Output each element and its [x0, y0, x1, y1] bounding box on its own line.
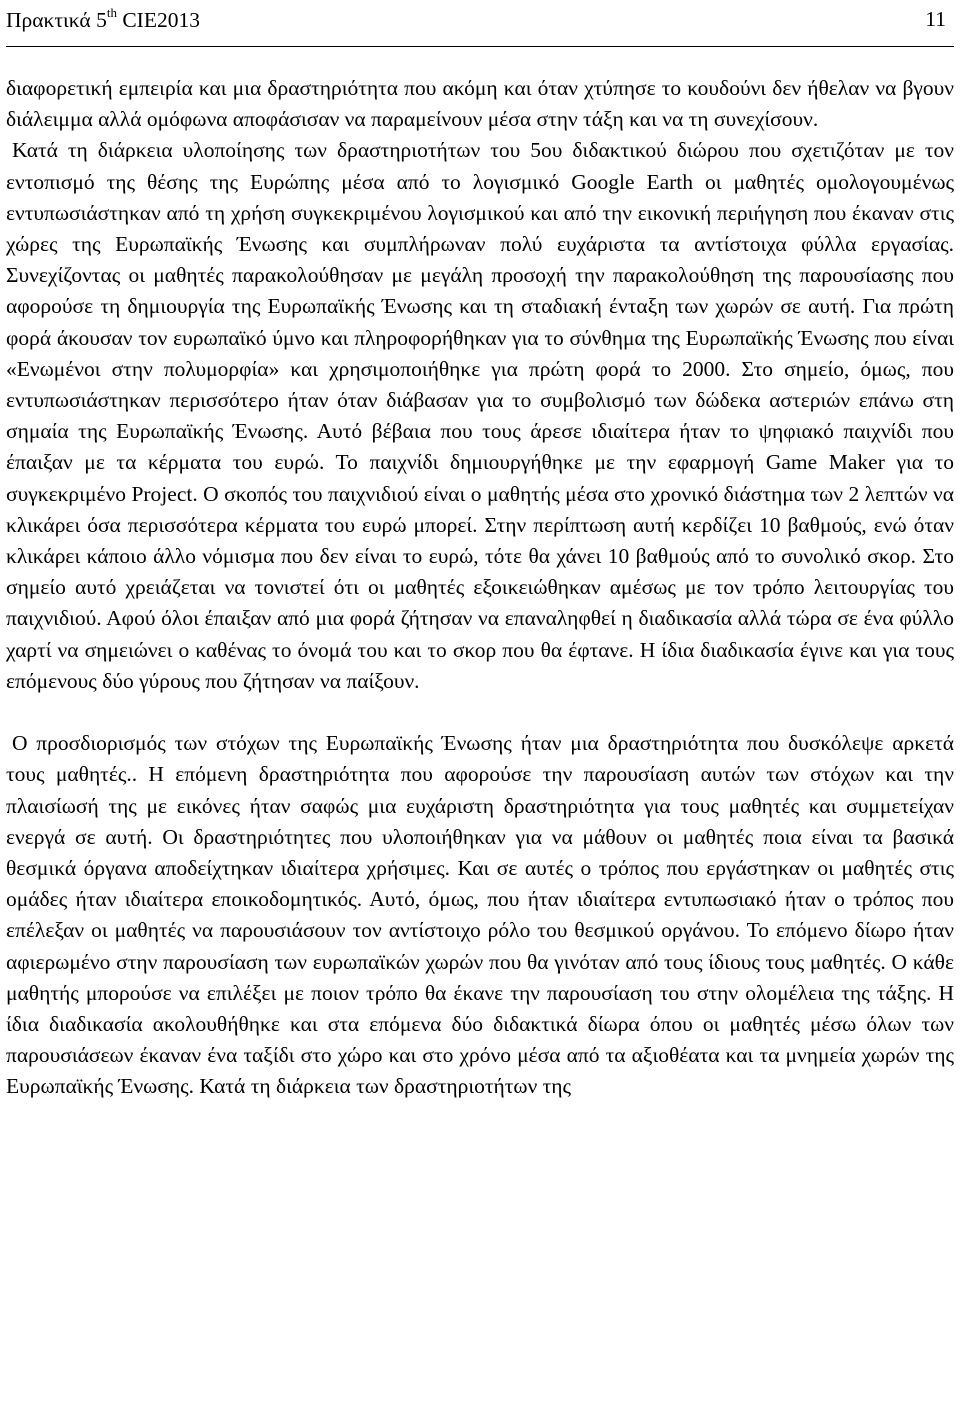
paragraph-1: διαφορετική εμπειρία και μια δραστηριότητα που ακόμη και όταν χτύπησε το κουδούνι δεν ήθελαν να βγουν διάλειμμα αλλά ομόφωνα αποφάσισαν να παραμείνουν μέσα στην τάξη και να τη συνεχίσουν.: [6, 76, 954, 132]
header-title-prefix: Πρακτικά 5: [6, 8, 107, 33]
header-title-sup: th: [106, 5, 117, 20]
header-title: [6, 7, 200, 33]
page-header: [6, 0, 954, 47]
paragraph-2: Κατά τη διάρκεια υλοποίησης των δραστηριοτήτων του 5ου διδακτικού διώρου που σχετιζόταν με τον εντοπισμό της θέσης της Ευρώπης μέσα από το λογισμικό Google Earth οι μαθητές ομολογουμένως εντυπωσιάστηκαν από τη χρήση συγκεκριμένου λογισμικού και από την εικονική περιήγηση που έκαναν στις χώρες της Ευρωπαϊκής Ένωσης και συμπλήρωναν πολύ ευχάριστα τα αντίστοιχα φύλλα εργασίας. Συνεχίζοντας οι μαθητές παρακολούθησαν με μεγάλη προσοχή την παρακολούθηση της παρουσίασης που αφορούσε τη δημιουργία της Ευρωπαϊκής Ένωσης και τη σταδιακή ένταξη των χωρών σε αυτή. Για πρώτη φορά άκουσαν τον ευρωπαϊκό ύμνο και πληροφορήθηκαν για το σύνθημα της Ευρωπαϊκής Ένωσης που είναι «Ενωμένοι στην πολυμορφία» και χρησιμοποιήθηκε για πρώτη φορά το 2000. Στο σημείο, όμως, που εντυπωσιάστηκαν περισσότερο ήταν όταν διάβασαν για το συμβολισμό των δώδεκα αστεριών επάνω στη σημαία της Ευρωπαϊκής Ένωσης. Αυτό βέβαια που τους άρεσε ιδιαίτερα ήταν το ψηφιακό παιχνίδι που έπαιξαν με τα κέρματα του ευρώ. Το παιχνίδι δημιουργήθηκε με την εφαρμογή Game Maker για το συγκεκριμένο Project. Ο σκοπός του παιχνιδιού είναι ο μαθητής μέσα στο χρονικό διάστημα των 2 λεπτών να κλικάρει όσα περισσότερα κέρματα του ευρώ μπορεί. Στην περίπτωση αυτή κερδίζει 10 βαθμούς, ενώ όταν κλικάρει κάποιο άλλο νόμισμα που δεν είναι το ευρώ, τότε θα χάνει 10 βαθμούς από το συνολικό σκορ. Στο σημείο αυτό χρειάζεται να τονιστεί ότι οι μαθητές εξοικειώθηκαν αμέσως με τον τρόπο λειτουργίας του παιχνιδιού. Αφού όλοι έπαιξαν από μια φορά ζήτησαν να επαναληφθεί η διαδικασία αλλά τώρα σε ένα φύλλο χαρτί να σημειώνει ο καθένας το όνομά του και το σκορ που θα έφτανε. Η ίδια διαδικασία έγινε και για τους επόμενους δύο γύρους που ζήτησαν να παίξουν.: [6, 138, 954, 693]
header-title-suffix: CIE2013: [116, 8, 200, 33]
paragraph-3: Ο προσδιορισμός των στόχων της Ευρωπαϊκής Ένωσης ήταν μια δραστηριότητα που δυσκόλεψε αρκετά τους μαθητές.. Η επόμενη δραστηριότητα που αφορούσε την παρουσίαση αυτών των στόχων και την πλαισίωσή της με εικόνες ήταν σαφώς μια ευχάριστη δραστηριότητα για τους μαθητές και συμμετείχαν ενεργά σε αυτή. Οι δραστηριότητες που υλοποιήθηκαν για να μάθουν οι μαθητές ποια είναι τα βασικά θεσμικά όργανα αποδείχτηκαν ιδιαίτερα χρήσιμες. Και σε αυτές ο τρόπος που εργάστηκαν οι μαθητές στις ομάδες ήταν ιδιαίτερα εποικοδομητικός. Αυτό, όμως, που ήταν ιδιαίτερα εντυπωσιακό ήταν ο τρόπος που επέλεξαν οι μαθητές να παρουσιάσουν τον αντίστοιχο ρόλο του θεσμικού οργάνου. Το επόμενο δίωρο ήταν αφιερωμένο στην παρουσίαση των ευρωπαϊκών χωρών που θα γινόταν από τους ίδιους τους μαθητές. Ο κάθε μαθητής μπορούσε να επιλέξει με ποιον τρόπο θα έκανε την παρουσίαση του στην ολομέλεια της τάξης. Η ίδια διαδικασία ακολουθήθηκε και στα επόμενα δύο διδακτικά δίωρα όπου οι μαθητές μέσω όλων των παρουσιάσεων έκαναν ένα ταξίδι στο χώρο και στο χρόνο μέσα από τα αξιοθέατα και τα μνημεία χωρών της Ευρωπαϊκής Ένωσης. Κατά τη διάρκεια των δραστηριοτήτων της: [6, 731, 954, 1099]
page-number: 11: [925, 7, 946, 31]
document-body: [6, 73, 954, 1103]
document-page: [6, 0, 954, 1103]
